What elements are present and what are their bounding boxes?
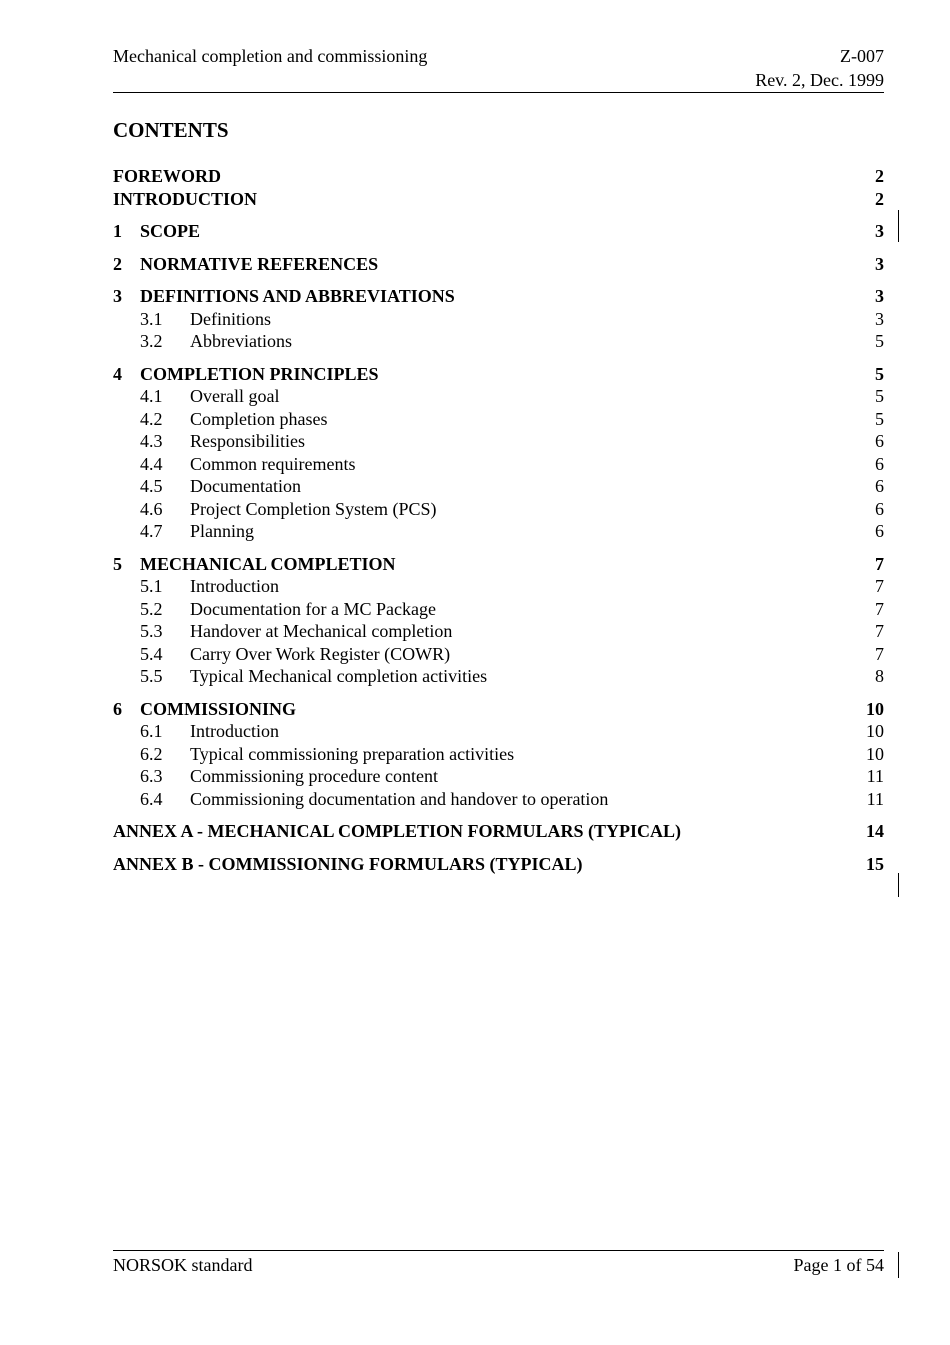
toc-entry-page: 3: [875, 308, 884, 329]
toc-entry-number: 3: [113, 286, 122, 306]
toc-entry-page: 6: [875, 498, 884, 519]
toc-entry-number: 4.6: [140, 498, 163, 519]
toc-entry-page: 6: [875, 476, 884, 496]
toc-entry-title: COMMISSIONING: [140, 698, 297, 719]
toc-entry-normative-references[interactable]: [113, 253, 884, 276]
toc-entry-title: FOREWORD: [113, 166, 221, 186]
toc-entry-mechanical-completion[interactable]: [113, 553, 884, 576]
toc-entry-mc-package-documentation[interactable]: [113, 598, 884, 621]
document-title: Mechanical completion and commissioning: [113, 46, 428, 66]
toc-entry-page: 15: [866, 853, 884, 874]
toc-entry-commissioning-preparation[interactable]: [113, 743, 884, 766]
toc-entry-page: 6: [875, 453, 884, 474]
toc-entry-title: Commissioning documentation and handover to operation: [190, 788, 609, 809]
toc-entry-title: Responsibilities: [190, 431, 306, 451]
toc-entry-annex-a[interactable]: [113, 820, 884, 843]
toc-entry-page: 5: [875, 331, 884, 351]
toc-entry-page: 8: [875, 666, 884, 686]
toc-entry-scope[interactable]: [113, 220, 884, 243]
toc-entry-responsibilities[interactable]: [113, 430, 884, 453]
toc-entry-commissioning-handover[interactable]: [113, 788, 884, 811]
toc-entry-title: MECHANICAL COMPLETION: [140, 553, 396, 574]
toc-entry-title: Overall goal: [190, 386, 280, 406]
toc-entry-definitions[interactable]: [113, 308, 884, 331]
toc-entry-cowr[interactable]: [113, 643, 884, 666]
toc-entry-page: 2: [875, 188, 884, 209]
toc-entry-page: 7: [875, 598, 884, 619]
toc-entry-page: 3: [875, 221, 884, 241]
toc-entry-number: 4: [113, 363, 122, 384]
toc-entry-title: Project Completion System (PCS): [190, 498, 437, 519]
toc-entry-title: DEFINITIONS AND ABBREVIATIONS: [140, 286, 455, 306]
toc-entry-number: 5.3: [140, 621, 163, 641]
toc-entry-title: Commissioning procedure content: [190, 766, 438, 786]
revision-change-bar: [898, 210, 899, 242]
revision-change-bar: [898, 873, 899, 897]
revision-change-bar: [898, 1252, 899, 1278]
toc-entry-number: 3.1: [140, 308, 163, 329]
toc-entry-commissioning[interactable]: [113, 698, 884, 721]
toc-entry-number: 4.4: [140, 453, 163, 474]
toc-entry-number: 4.3: [140, 431, 163, 451]
toc-entry-number: 4.5: [140, 476, 163, 496]
toc-entry-page: 11: [866, 766, 884, 786]
toc-entry-number: 5.5: [140, 666, 163, 686]
toc-entry-title: COMPLETION PRINCIPLES: [140, 363, 379, 384]
toc-entry-number: 4.1: [140, 386, 163, 406]
toc-entry-number: 6: [113, 698, 122, 719]
document-revision: Rev. 2, Dec. 1999: [755, 70, 884, 90]
toc-entry-title: Abbreviations: [190, 331, 292, 351]
toc-entry-page: 7: [875, 553, 884, 574]
toc-entry-mc-handover[interactable]: [113, 620, 884, 643]
toc-entry-title: Documentation for a MC Package: [190, 598, 436, 619]
toc-entry-number: 6.1: [140, 721, 163, 741]
toc-entry-number: 1: [113, 221, 122, 241]
toc-entry-number: 6.2: [140, 743, 163, 764]
toc-entry-title: ANNEX B - COMMISSIONING FORMULARS (TYPICAL): [113, 853, 583, 874]
toc-entry-title: Typical Mechanical completion activities: [190, 666, 488, 686]
toc-entry-number: 2: [113, 253, 122, 274]
toc-entry-title: Completion phases: [190, 408, 328, 429]
toc-entry-page: 2: [875, 166, 884, 186]
toc-entry-page: 10: [866, 721, 884, 741]
toc-entry-page: 11: [866, 788, 884, 809]
toc-entry-page: 7: [875, 576, 884, 596]
toc-entry-number: 5.4: [140, 643, 163, 664]
toc-entry-number: 5.2: [140, 598, 163, 619]
toc-entry-page: 5: [875, 386, 884, 406]
toc-entry-page: 5: [875, 363, 884, 384]
toc-entry-page: 6: [875, 521, 884, 541]
toc-entry-title: ANNEX A - MECHANICAL COMPLETION FORMULARS (TYPICAL): [113, 821, 682, 841]
toc-entry-page: 7: [875, 621, 884, 641]
toc-entry-title: Typical commissioning preparation activities: [190, 743, 515, 764]
toc-entry-foreword[interactable]: [113, 165, 884, 188]
toc-entry-number: 6.4: [140, 788, 163, 809]
footer-page-number: Page 1 of 54: [793, 1255, 884, 1275]
document-number: Z-007: [840, 46, 884, 66]
toc-entry-page: 7: [875, 643, 884, 664]
toc-entry-abbreviations[interactable]: [113, 330, 884, 353]
toc-entry-number: 4.2: [140, 408, 163, 429]
toc-entry-documentation[interactable]: [113, 475, 884, 498]
toc-entry-completion-principles[interactable]: [113, 363, 884, 386]
toc-entry-annex-b[interactable]: [113, 853, 884, 876]
toc-entry-page: 14: [866, 821, 884, 841]
toc-entry-mc-activities[interactable]: [113, 665, 884, 688]
toc-entry-title: Common requirements: [190, 453, 356, 474]
toc-entry-mc-introduction[interactable]: [113, 575, 884, 598]
toc-entry-common-requirements[interactable]: [113, 453, 884, 476]
toc-entry-title: SCOPE: [140, 221, 201, 241]
toc-entry-title: Handover at Mechanical completion: [190, 621, 453, 641]
toc-entry-title: Carry Over Work Register (COWR): [190, 643, 451, 664]
toc-entry-introduction[interactable]: [113, 188, 884, 211]
toc-entry-number: 3.2: [140, 331, 163, 351]
toc-entry-number: 5: [113, 553, 122, 574]
toc-entry-definitions-and-abbreviations[interactable]: [113, 285, 884, 308]
toc-entry-project-completion-system[interactable]: [113, 498, 884, 521]
toc-entry-page: 6: [875, 431, 884, 451]
toc-entry-planning[interactable]: [113, 520, 884, 543]
toc-entry-commissioning-procedure[interactable]: [113, 765, 884, 788]
page-header: [113, 46, 884, 93]
toc-entry-title: INTRODUCTION: [113, 188, 258, 209]
toc-entry-page: 5: [875, 408, 884, 429]
toc-entry-title: Documentation: [190, 476, 301, 496]
toc-entry-number: 6.3: [140, 766, 163, 786]
toc-entry-title: Planning: [190, 521, 255, 541]
toc-entry-title: Introduction: [190, 576, 279, 596]
table-of-contents: [113, 165, 884, 875]
toc-entry-title: NORMATIVE REFERENCES: [140, 253, 379, 274]
toc-entry-title: Definitions: [190, 308, 271, 329]
toc-entry-page: 10: [866, 698, 884, 719]
toc-entry-overall-goal[interactable]: [113, 385, 884, 408]
toc-entry-number: 5.1: [140, 576, 163, 596]
toc-entry-title: Introduction: [190, 721, 279, 741]
page-footer: [113, 1250, 884, 1285]
toc-entry-commissioning-introduction[interactable]: [113, 720, 884, 743]
toc-entry-page: 3: [875, 253, 884, 274]
contents-heading: CONTENTS: [113, 118, 229, 142]
toc-entry-completion-phases[interactable]: [113, 408, 884, 431]
toc-entry-page: 3: [875, 286, 884, 306]
footer-standard-name: NORSOK standard: [113, 1255, 253, 1275]
toc-entry-page: 10: [866, 743, 884, 764]
toc-entry-number: 4.7: [140, 521, 163, 541]
